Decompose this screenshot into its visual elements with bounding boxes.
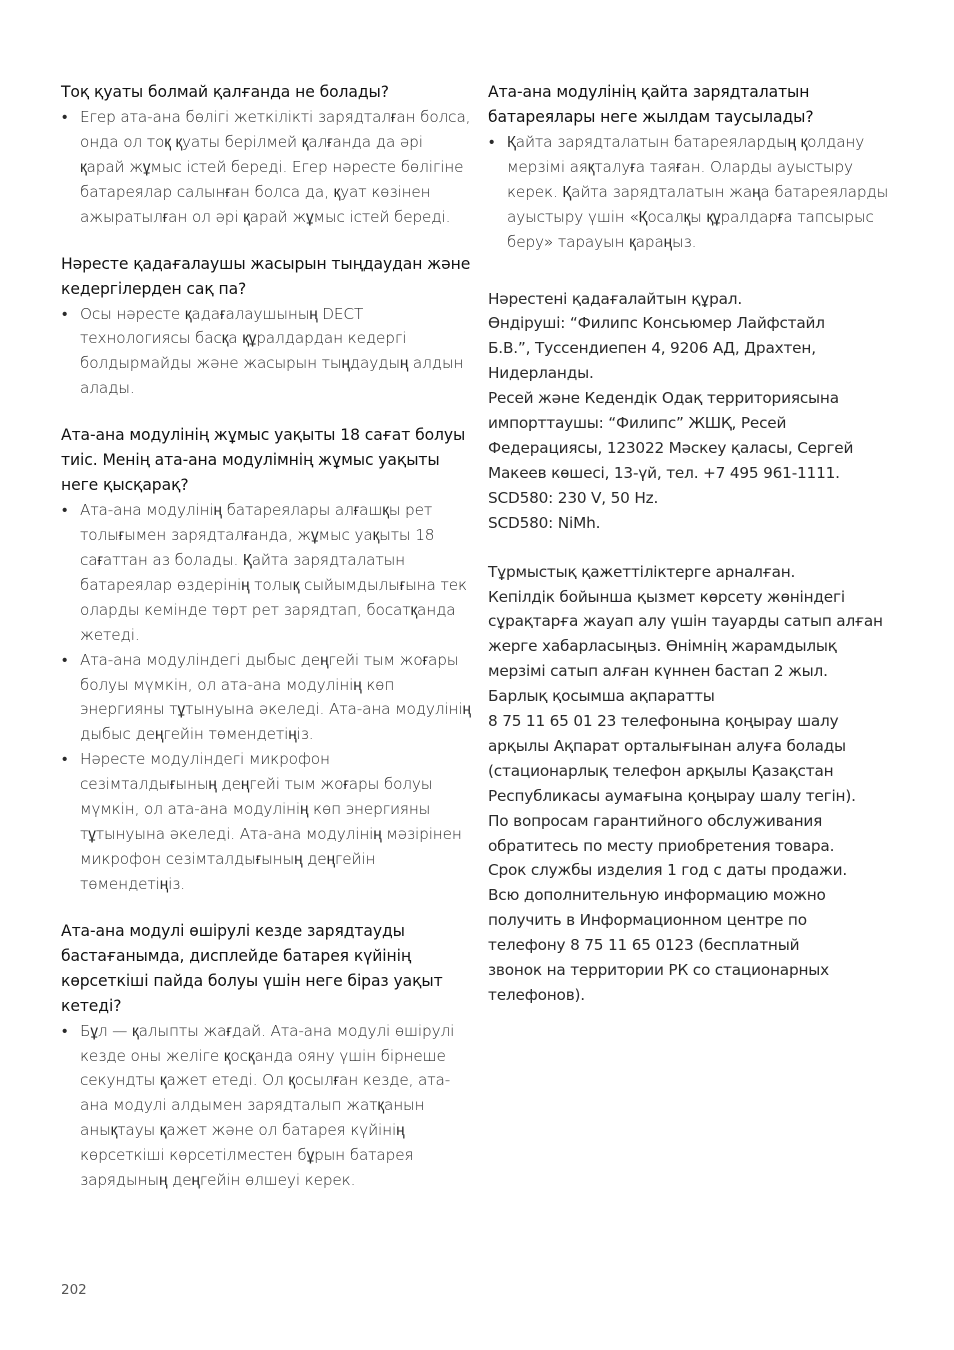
text-line: Макеев көшесі, 13-үй, тел. +7 495 961-1111. <box>488 463 840 482</box>
text-line: Нидерланды. <box>488 364 594 383</box>
left-column <box>61 80 471 1215</box>
text-line: SCD580: NiMh. <box>488 513 601 532</box>
page-number: 202 <box>61 1282 87 1298</box>
faq-section <box>61 252 471 402</box>
text-line: жерге хабарласыңыз. Өнімнің жарамдылық <box>488 637 837 656</box>
faq-answer-bullet: • Егер ата-ана бөлігі жеткілікті зарядталған болса, онда ол тоқ қуаты берілмей қалғанда да әрі қарай жұмыс істей береді. Егер нәресте бөлігіне батареялар салынған болса да, қуат көзінен ажыратылған ол әрі қарай жұмыс істей береді. <box>61 105 471 230</box>
text-line: Нәрестені қадағалайтын құрал. <box>488 289 743 308</box>
faq-section <box>488 80 898 255</box>
faq-question: Нәресте қадағалаушы жасырын тыңдаудан және кедергілерден сақ па? <box>61 254 471 298</box>
text-line: Б.В.”, Туссендиепен 4, 9206 АД, Драхтен, <box>488 339 816 358</box>
faq-question: Ата-ана модулі өшірулі кезде зарядтауды бастағанымда, дисплейде батарея күйінің көрсеткіші пайда болуы үшін неге біраз уақыт кетеді? <box>61 921 443 1015</box>
text-line: По вопросам гарантийного обслуживания <box>488 811 823 830</box>
faq-answer-bullet: • Бұл — қалыпты жағдай. Ата-ана модулі өшірулі кезде оны желіге қосқанда ояну үшін бірнеше секундты қажет етеді. Ол қосылған кезде, ата-ана модулі алдымен зарядталып жатқанын анықтауы қажет және ол батарея күйінің көрсеткіші көрсетілместен бұрын батарея зарядының деңгейін өлшеуі керек. <box>61 1019 471 1193</box>
faq-section <box>61 919 471 1193</box>
faq-answer-list <box>61 105 471 230</box>
faq-answer-list <box>61 1019 471 1193</box>
manufacturer-info <box>488 287 898 536</box>
faq-answer-list <box>61 302 471 402</box>
text-line: Республикасы аумағына қоңырау шалу тегін). <box>488 786 856 805</box>
faq-answer-bullet: • Нәресте модуліндегі микрофон сезімталдығының деңгейі тым жоғары болуы мүмкін, ол ата-ана модулінің көп энергияны тұтынуына әкеледі. Ата-ана модулінің мәзірінен микрофон сезімталдығының деңгейін төмендетіңіз. <box>61 747 471 896</box>
text-line: (стационарлық телефон арқылы Қазақстан <box>488 761 834 780</box>
text-line: звонок на территории РК со стационарных <box>488 961 830 980</box>
text-line: Кепілдік бойынша қызмет көрсету жөніндегі <box>488 587 845 606</box>
text-line: арқылы Ақпарат орталығынан алуға болады <box>488 736 846 755</box>
faq-answer-list <box>61 498 471 897</box>
faq-question: Ата-ана модулінің қайта зарядталатын батареялары неге жылдам таусылады? <box>488 83 814 126</box>
text-line: мерзімі сатып алған күннен бастап 2 жыл. <box>488 662 828 681</box>
faq-section <box>61 423 471 897</box>
text-line: Өндіруші: “Филипс Консьюмер Лайфстайл <box>488 314 825 333</box>
text-line: Ресей және Кедендік Одақ территориясына <box>488 389 839 408</box>
text-line: получить в Информационном центре по <box>488 911 807 930</box>
text-line: Срок службы изделия 1 год с даты продажи. <box>488 861 848 880</box>
text-line: Барлық қосымша ақпаратты <box>488 687 715 706</box>
faq-answer-bullet: • Ата-ана модулінің батареялары алғашқы рет толығымен зарядталғанда, жұмыс уақыты 18 сағаттан аз болады. Қайта зарядталатын батареялар өздерінің толық сыйымдылығына тек оларды кемінде төрт рет зарядтап, босатқанда жетеді. <box>61 498 471 647</box>
faq-answer-bullet: • Ата-ана модуліндегі дыбыс деңгейі тым жоғары болуы мүмкін, ол ата-ана модулінің көп энергияны тұтынуына әкеледі. Ата-ана модулінің дыбыс деңгейін төмендетіңіз. <box>61 648 471 748</box>
text-line: импорттаушы: “Филипс” ЖШҚ, Ресей <box>488 414 787 433</box>
text-line: телефонов). <box>488 986 585 1004</box>
faq-section <box>61 80 471 230</box>
text-line: 8 75 11 65 01 23 телефонына қоңырау шалу <box>488 712 839 731</box>
faq-answer-bullet: • Қайта зарядталатын батареялардың қолдану мерзімі аяқталуға таяған. Оларды ауыстыру керек. Қайта зарядталатын жаңа батареяларды ауыстыру үшін «Қосалқы құралдарға тапсырыс беру» тарауын қараңыз. <box>488 130 898 255</box>
text-line: обратитесь по месту приобретения товара. <box>488 836 835 855</box>
text-line: телефону 8 75 11 65 0123 (бесплатный <box>488 936 800 955</box>
text-line: Тұрмыстық қажеттіліктерге арналған. <box>488 562 796 581</box>
right-column <box>488 80 898 1032</box>
faq-answer-list <box>488 130 898 255</box>
faq-question: Тоқ қуаты болмай қалғанда не болады? <box>61 83 389 101</box>
faq-answer-bullet: • Осы нәресте қадағалаушының DECT технологиясы басқа құралдардан кедергі болдырмайды және жасырын тыңдаудың алдын алады. <box>61 302 471 402</box>
text-line: SCD580: 230 V, 50 Hz. <box>488 488 659 507</box>
faq-question: Ата-ана модулінің жұмыс уақыты 18 сағат болуы тиіс. Менің ата-ана модулімнің жұмыс уақыты неге қысқарақ? <box>61 426 466 495</box>
text-line: Всю дополнительную информацию можно <box>488 886 826 905</box>
warranty-info <box>488 560 898 1008</box>
text-line: сұрақтарға жауап алу үшін тауарды сатып алған <box>488 612 883 631</box>
text-line: Федерациясы, 123022 Мәскеу қаласы, Сергей <box>488 438 854 457</box>
